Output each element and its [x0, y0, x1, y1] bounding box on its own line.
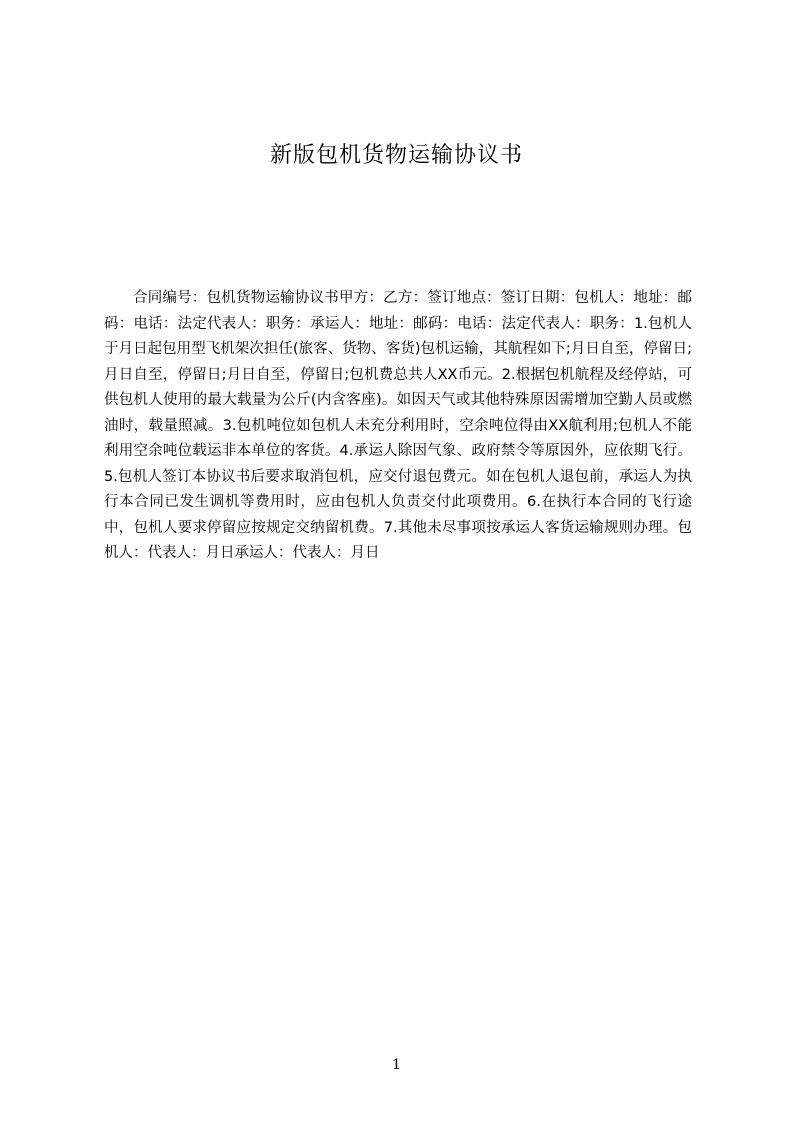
document-title: 新版包机货物运输协议书: [269, 143, 523, 168]
document-body: 合同编号：包机货物运输协议书甲方：乙方：签订地点：签订日期：包机人：地址：邮码：电话：法定代表人：职务：承运人：地址：邮码：电话：法定代表人：职务：1.包机人于月日起包用型飞机架次担任(旅客、货物、客货)包机运输，其航程如下;月日自至，停留日;月日自至，停留日;月日自至，停留日;包机费总共人XX币元。2.根据包机航程及经停站，可供包机人使用的最大载量为公斤(内含客座)。如因天气或其他特殊原因需增加空勤人员或燃油时，载量照减。3.包机吨位如包机人未充分利用时，空余吨位得由XX航利用;包机人不能利用空余吨位载运非本单位的客货。4.承运人除因气象、政府禁令等原因外，应依期飞行。5.包机人签订本协议书后要求取消包机，应交付退包费元。如在包机人退包前，承运人为执行本合同已发生调机等费用时，应由包机人负责交付此项费用。6.在执行本合同的飞行途中，包机人要求停留应按规定交纳留机费。7.其他未尽事项按承运人客货运输规则办理。包机人：代表人：月日承运人：代表人：月日: [104, 290, 692, 561]
page-number: 1: [392, 1057, 401, 1073]
